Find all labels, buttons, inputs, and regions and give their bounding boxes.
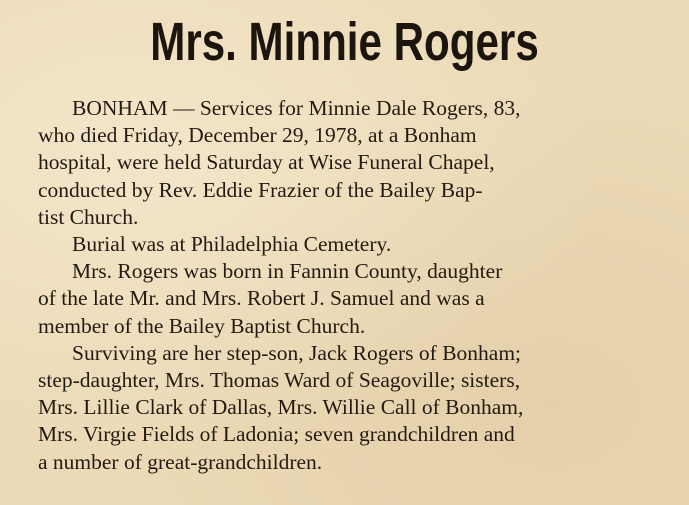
text-line: Surviving are her step-son, Jack Rogers of Bonham; (72, 340, 522, 365)
text-line: step-daughter, Mrs. Thomas Ward of Seagoville; sisters, (38, 368, 521, 393)
text-line: conducted by Rev. Eddie Frazier of the Bailey Bap- (38, 177, 483, 202)
text-line: member of the Bailey Baptist Church. (38, 313, 366, 338)
paragraph-services (38, 95, 673, 231)
article-body (38, 95, 673, 476)
text-line: Mrs. Rogers was born in Fannin County, daughter (72, 259, 503, 284)
text-line: hospital, were held Saturday at Wise Funeral Chapel, (38, 150, 495, 175)
headline: Mrs. Minnie Rogers (150, 12, 539, 72)
paragraph-biography (38, 258, 673, 340)
text-line: BONHAM — Services for Minnie Dale Rogers, 83, (72, 96, 521, 120)
text-line: Burial was at Philadelphia Cemetery. (72, 232, 392, 257)
text-line: a number of great-grandchildren. (38, 449, 323, 474)
text-line: who died Friday, December 29, 1978, at a Bonham (38, 123, 477, 148)
text-line: of the late Mr. and Mrs. Robert J. Samuel and was a (38, 286, 485, 311)
text-line: Mrs. Lillie Clark of Dallas, Mrs. Willie Call of Bonham, (38, 395, 524, 420)
text-line: Mrs. Virgie Fields of Ladonia; seven grandchildren and (38, 422, 515, 447)
paragraph-survivors (38, 340, 673, 476)
text-line: tist Church. (38, 204, 139, 229)
paragraph-burial (38, 231, 673, 258)
